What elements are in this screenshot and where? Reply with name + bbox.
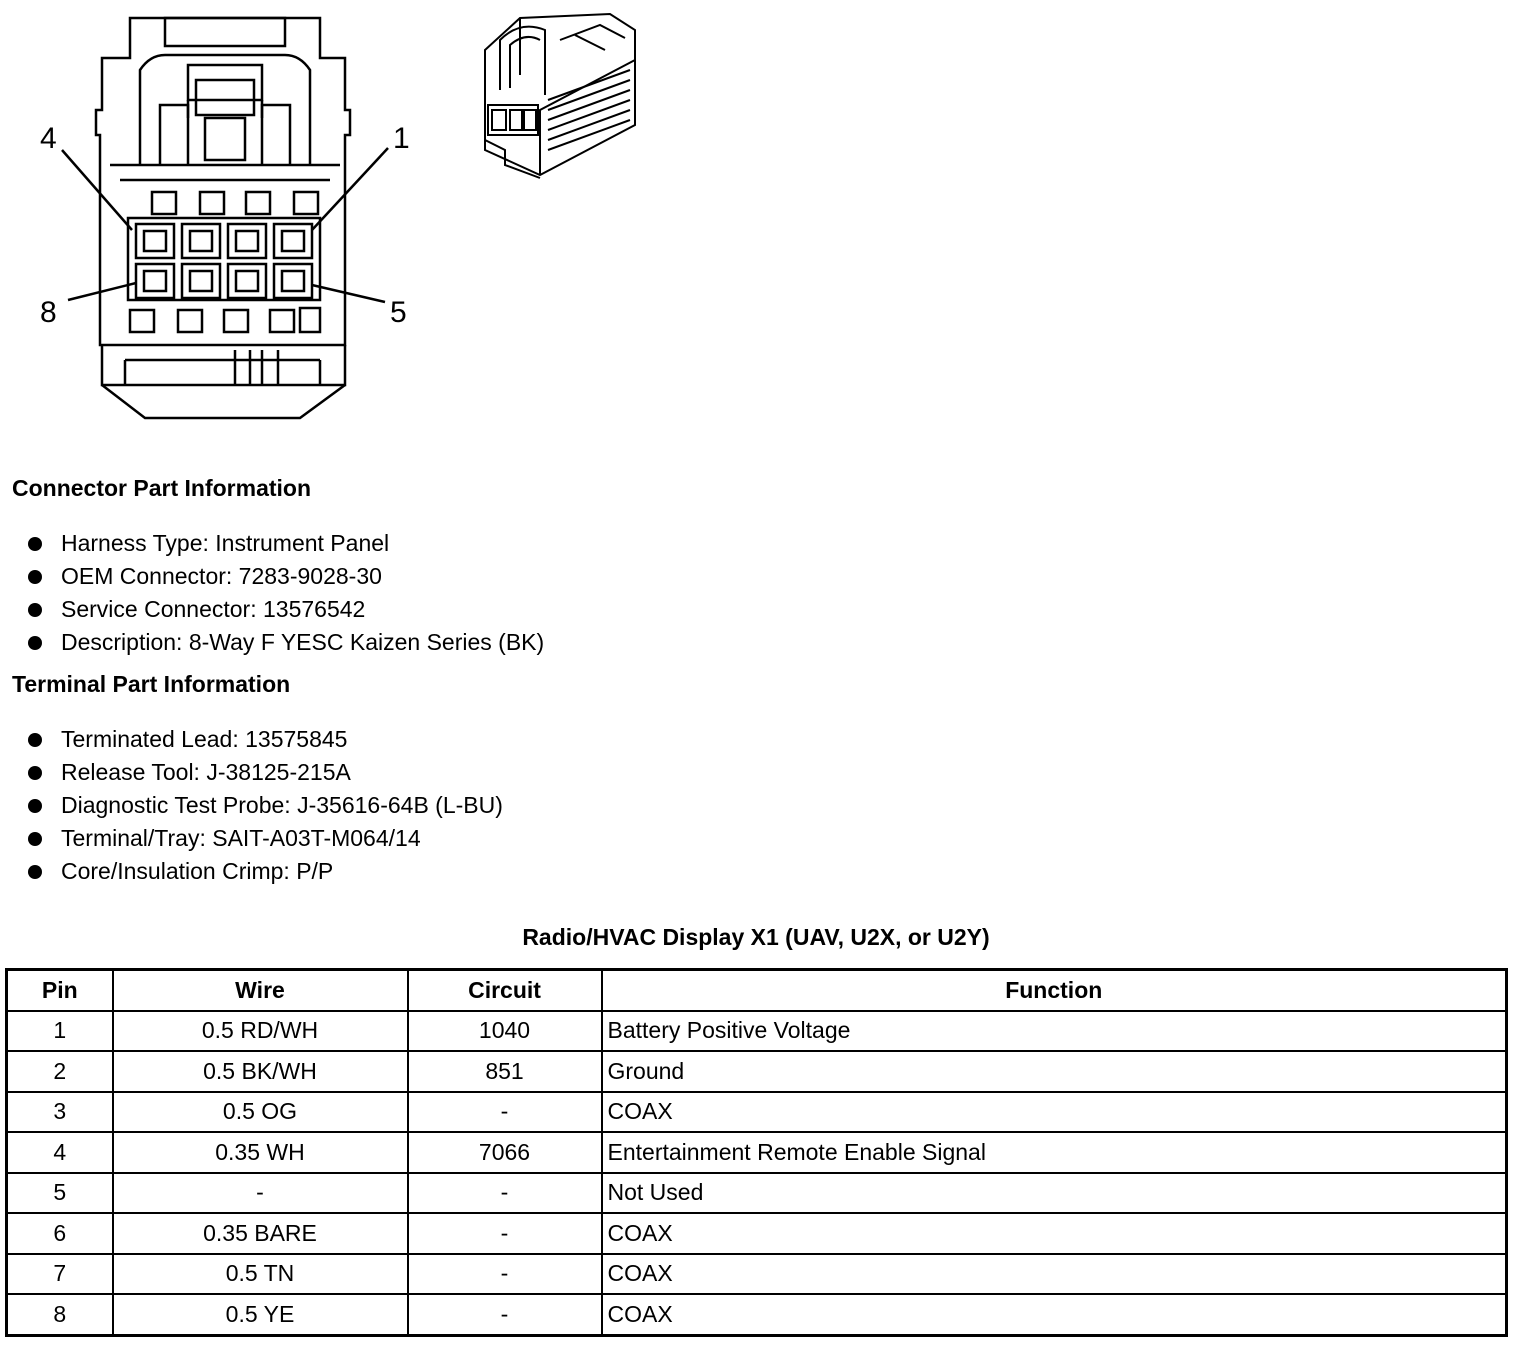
list-item — [28, 855, 503, 888]
table-row — [7, 1213, 1507, 1254]
list-item — [28, 822, 503, 855]
cell-function: Ground — [602, 1051, 1507, 1092]
cell-pin: 6 — [7, 1213, 113, 1254]
cell-circuit: - — [408, 1173, 602, 1214]
pin-label-5: 5 — [390, 296, 407, 329]
cell-function: Entertainment Remote Enable Signal — [602, 1132, 1507, 1173]
pin-label-8: 8 — [40, 296, 57, 329]
cell-function: COAX — [602, 1092, 1507, 1133]
connector-info-heading: Connector Part Information — [12, 475, 312, 501]
pin-label-4: 4 — [40, 122, 57, 155]
bullet-icon — [28, 570, 42, 584]
list-item-text: Terminal/Tray: SAIT-A03T-M064/14 — [61, 825, 421, 851]
connector-skirt — [102, 345, 345, 385]
bullet-icon — [28, 636, 42, 650]
cell-circuit: - — [408, 1213, 602, 1254]
table-header-row — [7, 970, 1507, 1011]
terminal-info-heading: Terminal Part Information — [12, 671, 291, 697]
list-item-text: Terminated Lead: 13575845 — [61, 726, 348, 752]
bullet-icon — [28, 865, 42, 879]
cell-pin: 4 — [7, 1132, 113, 1173]
list-item-text: Harness Type: Instrument Panel — [61, 530, 390, 556]
bullet-icon — [28, 733, 42, 747]
list-item-text: Service Connector: 13576542 — [61, 596, 366, 622]
bullet-icon — [28, 766, 42, 780]
cell-pin: 7 — [7, 1254, 113, 1295]
table-row — [7, 1051, 1507, 1092]
pin-label-1: 1 — [393, 122, 410, 155]
cell-wire: 0.5 OG — [113, 1092, 408, 1133]
list-item-text: Core/Insulation Crimp: P/P — [61, 858, 334, 884]
list-item-text: Description: 8-Way F YESC Kaizen Series (BK) — [61, 629, 545, 655]
table-row — [7, 1092, 1507, 1133]
list-item — [28, 593, 544, 626]
connector-diagram — [0, 0, 700, 440]
connector-info-list — [28, 527, 544, 659]
cell-function: Not Used — [602, 1173, 1507, 1214]
bullet-icon — [28, 799, 42, 813]
cell-function: COAX — [602, 1254, 1507, 1295]
connector-latch — [165, 18, 285, 46]
list-item — [28, 723, 503, 756]
pinout-table — [5, 968, 1508, 1337]
cell-circuit: 7066 — [408, 1132, 602, 1173]
list-item — [28, 789, 503, 822]
cell-pin: 2 — [7, 1051, 113, 1092]
table-row — [7, 1254, 1507, 1295]
column-header-pin: Pin — [7, 970, 113, 1011]
cell-circuit: 1040 — [408, 1011, 602, 1052]
table-row — [7, 1011, 1507, 1052]
cell-wire: - — [113, 1173, 408, 1214]
list-item — [28, 527, 544, 560]
cell-wire: 0.5 TN — [113, 1254, 408, 1295]
table-row — [7, 1173, 1507, 1214]
list-item-text: Release Tool: J-38125-215A — [61, 759, 351, 785]
cell-wire: 0.35 BARE — [113, 1213, 408, 1254]
cell-circuit: - — [408, 1294, 602, 1335]
list-item-text: OEM Connector: 7283-9028-30 — [61, 563, 382, 589]
terminal-info-list — [28, 723, 503, 888]
pinout-table-title: Radio/HVAC Display X1 (UAV, U2X, or U2Y) — [522, 924, 990, 950]
list-item-text: Diagnostic Test Probe: J-35616-64B (L-BU) — [61, 792, 503, 818]
connector-isometric-view — [485, 14, 635, 178]
cell-circuit: 851 — [408, 1051, 602, 1092]
cell-function: COAX — [602, 1294, 1507, 1335]
list-item — [28, 756, 503, 789]
cell-wire: 0.35 WH — [113, 1132, 408, 1173]
cell-pin: 1 — [7, 1011, 113, 1052]
column-header-circuit: Circuit — [408, 970, 602, 1011]
cell-function: Battery Positive Voltage — [602, 1011, 1507, 1052]
bullet-icon — [28, 832, 42, 846]
bullet-icon — [28, 603, 42, 617]
cell-pin: 5 — [7, 1173, 113, 1214]
column-header-wire: Wire — [113, 970, 408, 1011]
cell-circuit: - — [408, 1254, 602, 1295]
cell-wire: 0.5 RD/WH — [113, 1011, 408, 1052]
cell-circuit: - — [408, 1092, 602, 1133]
cell-function: COAX — [602, 1213, 1507, 1254]
list-item — [28, 626, 544, 659]
cell-wire: 0.5 BK/WH — [113, 1051, 408, 1092]
bullet-icon — [28, 537, 42, 551]
cell-wire: 0.5 YE — [113, 1294, 408, 1335]
table-row — [7, 1294, 1507, 1335]
cell-pin: 3 — [7, 1092, 113, 1133]
list-item — [28, 560, 544, 593]
cell-pin: 8 — [7, 1294, 113, 1335]
column-header-function: Function — [602, 970, 1507, 1011]
table-row — [7, 1132, 1507, 1173]
